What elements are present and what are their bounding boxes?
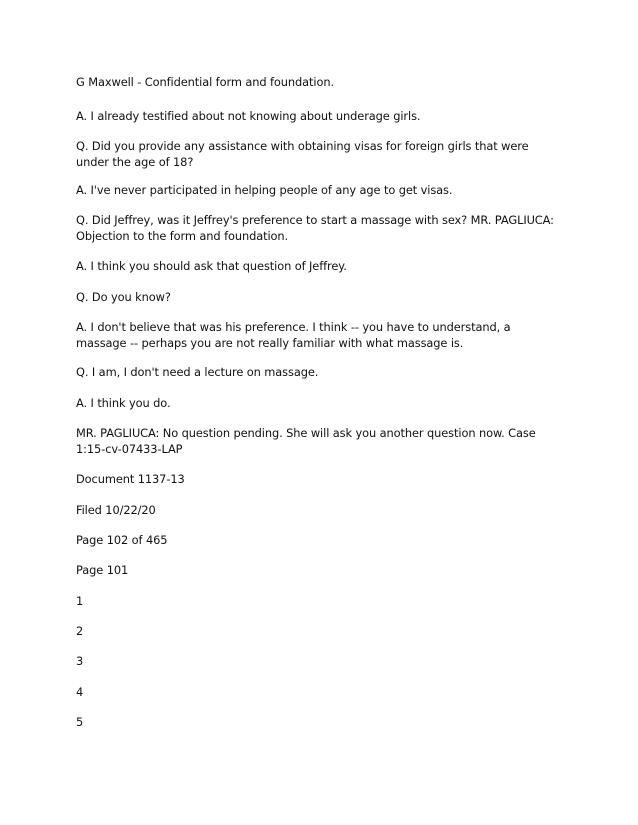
line-number-5: 5 <box>76 715 84 729</box>
paragraph-page-number: Page 101 <box>76 563 129 577</box>
paragraph-answer-3: A. I think you should ask that question of Jeffrey. <box>76 259 347 273</box>
paragraph-question-4: Q. I am, I don't need a lecture on massage. <box>76 365 319 379</box>
paragraph-answer-4: A. I don't believe that was his preference. I think -- you have to understand, a massage -- perhaps you are not really familiar with what massage is. <box>76 320 511 350</box>
paragraph-question-2: Q. Did Jeffrey, was it Jeffrey's preference to start a massage with sex? MR. PAGLIUCA: Objection to the form and foundation. <box>76 213 554 243</box>
paragraph-filed-date: Filed 10/22/20 <box>76 503 156 517</box>
paragraph-page-of: Page 102 of 465 <box>76 533 168 547</box>
line-number-2: 2 <box>76 624 84 638</box>
line-number-3: 3 <box>76 654 84 668</box>
paragraph-question-1: Q. Did you provide any assistance with obtaining visas for foreign girls that were under the age of 18? <box>76 139 529 169</box>
paragraph-answer-1: A. I already testified about not knowing about underage girls. <box>76 109 421 123</box>
paragraph-answer-2: A. I've never participated in helping people of any age to get visas. <box>76 183 453 197</box>
line-number-4: 4 <box>76 685 84 699</box>
paragraph-objection: MR. PAGLIUCA: No question pending. She will ask you another question now. Case 1:15-cv-07433-LAP <box>76 426 536 456</box>
paragraph-answer-5: A. I think you do. <box>76 396 171 410</box>
line-number-1: 1 <box>76 594 84 608</box>
paragraph-document-no: Document 1137-13 <box>76 472 185 486</box>
paragraph-question-3: Q. Do you know? <box>76 290 171 304</box>
paragraph-header: G Maxwell - Confidential form and foundation. <box>76 75 334 89</box>
